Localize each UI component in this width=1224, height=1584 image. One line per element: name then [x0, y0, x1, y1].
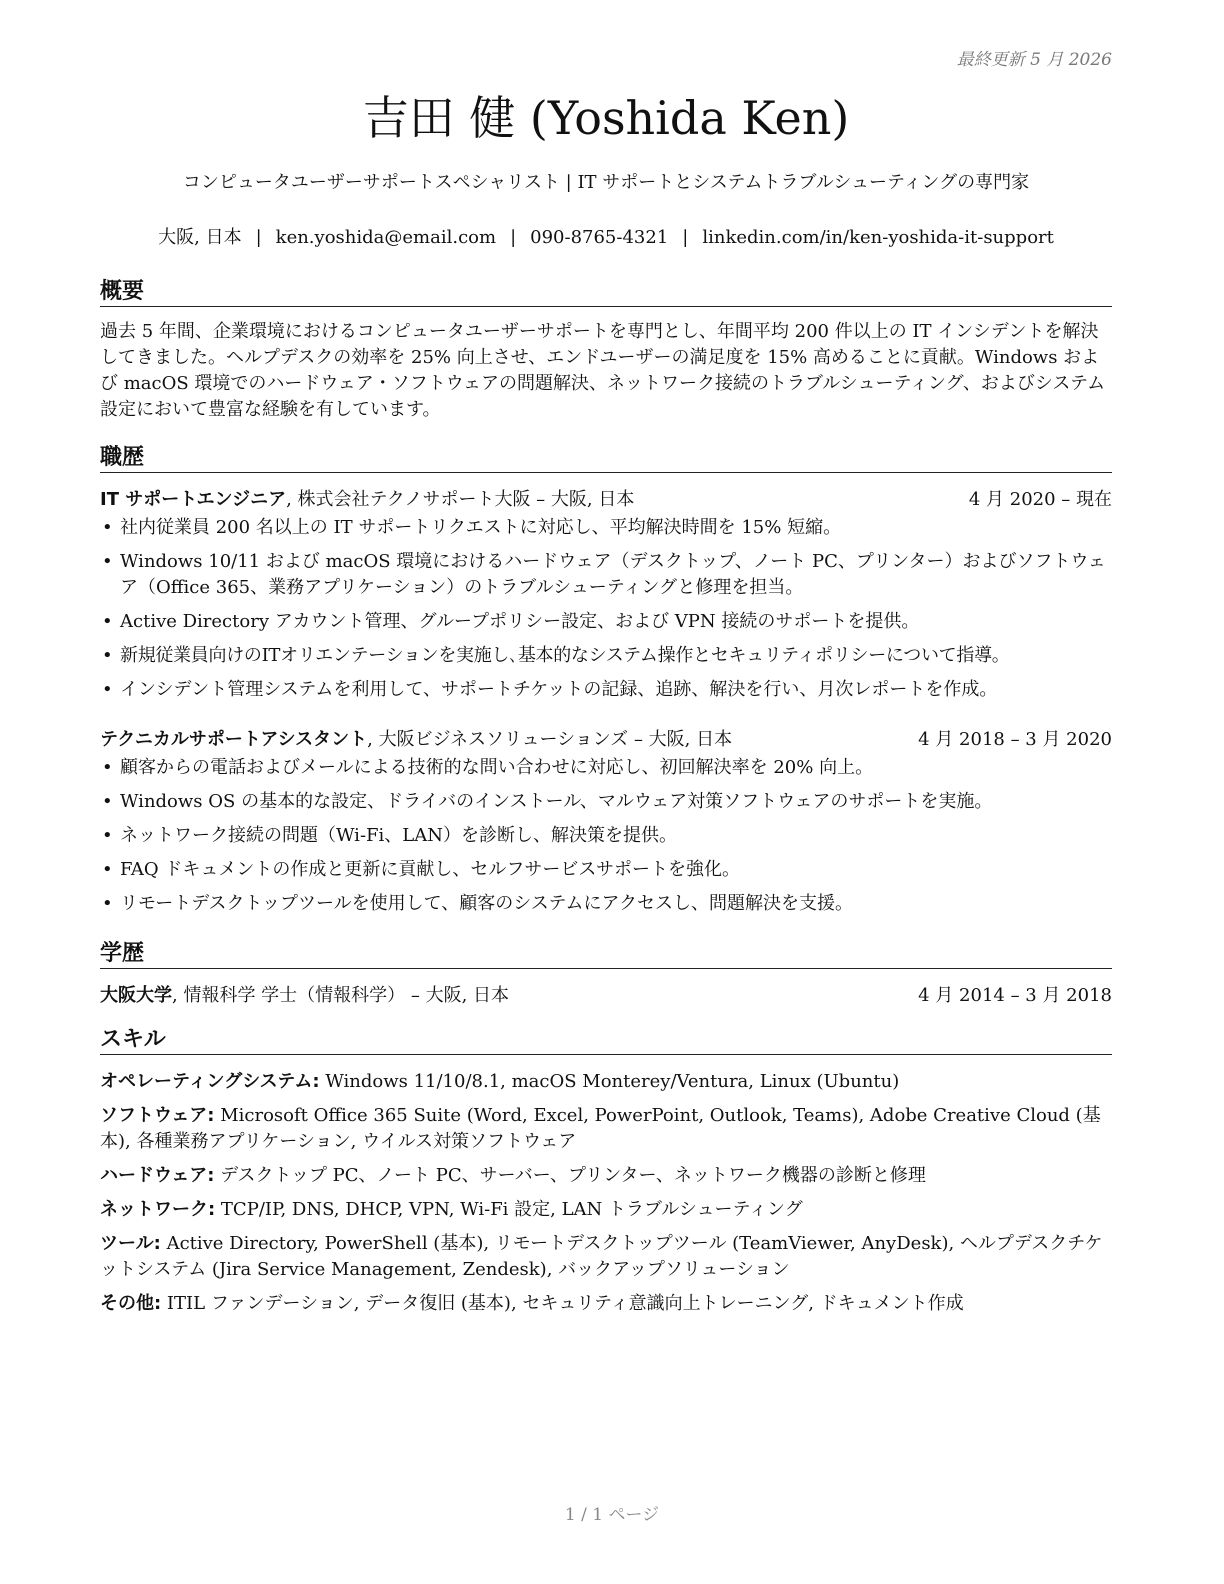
contact-separator: |	[510, 227, 517, 248]
education-header	[100, 983, 1112, 1009]
job-role: IT サポートエンジニア	[100, 489, 287, 510]
job-header	[100, 487, 1112, 513]
contact-separator: |	[682, 227, 689, 248]
skills-section	[100, 1026, 1112, 1325]
skill-value: デスクトップ PC、ノート PC、サーバー、プリンター、ネットワーク機器の診断と修理	[214, 1165, 926, 1186]
job-entry	[100, 727, 1112, 917]
job-org: , 大阪ビジネスソリューションズ – 大阪, 日本	[367, 729, 733, 750]
skill-row	[100, 1103, 1112, 1155]
education-line	[100, 983, 509, 1009]
skill-value: Microsoft Office 365 Suite (Word, Excel, PowerPoint, Outlook, Teams), Adobe Creative Cloud (基本), 各種業務アプリケーション, ウイルス対策ソフトウェア	[100, 1105, 1101, 1152]
education-section	[100, 940, 1112, 1009]
contact-line	[100, 225, 1112, 251]
job-bullet: • Windows OS の基本的な設定、ドライバのインストール、マルウェア対策ソフトウェアのサポートを実施。	[100, 789, 1112, 815]
education-detail: , 情報科学 学士（情報科学） – 大阪, 日本	[172, 985, 510, 1006]
skill-value: Windows 11/10/8.1, macOS Monterey/Ventura, Linux (Ubuntu)	[319, 1071, 900, 1092]
candidate-name: 吉田 健 (Yoshida Ken)	[362, 91, 850, 145]
skill-label: ネットワーク:	[100, 1199, 216, 1220]
resume-page	[100, 0, 1112, 1584]
education-entry	[100, 983, 1112, 1009]
summary-text: 過去 5 年間、企業環境におけるコンピュータユーザーサポートを専門とし、年間平均 200 件以上の IT インシデントを解決してきました。ヘルプデスクの効率を 25% 向上させ、エンドユーザーの満足度を 15% 高めることに貢献。Windows および macOS 環境でのハードウェア・ソフトウェアの問題解決、ネットワーク接続のトラブルシューティング、およびシステム設定において豊富な経験を有しています。	[100, 321, 1106, 420]
skill-row	[100, 1197, 1112, 1223]
skill-label: ツール:	[100, 1233, 161, 1254]
contact-separator: |	[255, 227, 262, 248]
summary-heading: 概要	[100, 278, 1112, 307]
job-bullet: • Windows 10/11 および macOS 環境におけるハードウェア（デスクトップ、ノート PC、プリンター）およびソフトウェア（Office 365、業務アプリケーション）のトラブルシューティングと修理を担当。	[100, 549, 1112, 601]
job-header	[100, 727, 1112, 753]
job-role: テクニカルサポートアシスタント	[100, 729, 368, 750]
skill-value: TCP/IP, DNS, DHCP, VPN, Wi-Fi 設定, LAN トラブルシューティング	[215, 1199, 803, 1220]
job-dates: 4 月 2020 – 現在	[968, 489, 1112, 510]
experience-heading: 職歴	[100, 444, 1112, 473]
skills-list	[100, 1069, 1112, 1317]
skill-row	[100, 1291, 1112, 1317]
page-number: 1 / 1 ページ	[564, 1505, 660, 1525]
job-bullet: • ネットワーク接続の問題（Wi-Fi、LAN）を診断し、解決策を提供。	[100, 823, 1112, 849]
education-heading: 学歴	[100, 940, 1112, 969]
headline: コンピュータユーザーサポートスペシャリスト | IT サポートとシステムトラブルシューティングの専門家	[182, 172, 1030, 193]
skill-label: その他:	[100, 1293, 162, 1314]
job-entry	[100, 487, 1112, 703]
job-org: , 株式会社テクノサポート大阪 – 大阪, 日本	[286, 489, 635, 510]
education-dates: 4 月 2014 – 3 月 2018	[918, 985, 1112, 1006]
job-bullet: • Active Directory アカウント管理、グループポリシー設定、および VPN 接続のサポートを提供。	[100, 609, 1112, 635]
contact-phone[interactable]: 090-8765-4321	[530, 227, 669, 248]
contact-linkedin[interactable]: linkedin.com/in/ken-yoshida-it-support	[702, 227, 1054, 248]
contact-email[interactable]: ken.yoshida@email.com	[275, 227, 497, 248]
skill-value: Active Directory, PowerShell (基本), リモートデスクトップツール (TeamViewer, AnyDesk), ヘルプデスクチケットシステム (Jira Service Management, Zendesk), バックアップソリューション	[100, 1233, 1103, 1280]
job-bullets	[100, 755, 1112, 917]
skill-row	[100, 1069, 1112, 1095]
skill-label: ソフトウェア:	[100, 1105, 215, 1126]
job-title-line	[100, 487, 634, 513]
job-dates: 4 月 2018 – 3 月 2020	[918, 729, 1112, 750]
skill-row	[100, 1231, 1112, 1283]
job-bullet: • 顧客からの電話およびメールによる技術的な問い合わせに対応し、初回解決率を 20% 向上。	[100, 755, 1112, 781]
job-bullet: • 社内従業員 200 名以上の IT サポートリクエストに対応し、平均解決時間を 15% 短縮。	[100, 515, 1112, 541]
skill-label: オペレーティングシステム:	[100, 1071, 320, 1092]
job-bullet: • インシデント管理システムを利用して、サポートチケットの記録、追跡、解決を行い、月次レポートを作成。	[100, 677, 1112, 703]
skills-heading: スキル	[100, 1026, 1112, 1055]
job-bullet: • リモートデスクトップツールを使用して、顧客のシステムにアクセスし、問題解決を支援。	[100, 891, 1112, 917]
experience-section	[100, 444, 1112, 925]
job-bullets	[100, 515, 1112, 703]
education-school: 大阪大学	[100, 985, 172, 1006]
job-bullet: • 新規従業員向けのITオリエンテーションを実施し､基本的なシステム操作とセキュリティポリシーについて指導。	[100, 643, 1112, 669]
job-bullet: • FAQ ドキュメントの作成と更新に貢献し、セルフサービスサポートを強化。	[100, 857, 1112, 883]
last-updated: 最終更新 5 月 2026	[956, 50, 1112, 70]
skill-label: ハードウェア:	[100, 1165, 215, 1186]
skill-row	[100, 1163, 1112, 1189]
job-title-line	[100, 727, 732, 753]
contact-location: 大阪, 日本	[158, 227, 242, 248]
skill-value: ITIL ファンデーション, データ復旧 (基本), セキュリティ意識向上トレーニング, ドキュメント作成	[161, 1293, 964, 1314]
summary-section	[100, 278, 1112, 423]
